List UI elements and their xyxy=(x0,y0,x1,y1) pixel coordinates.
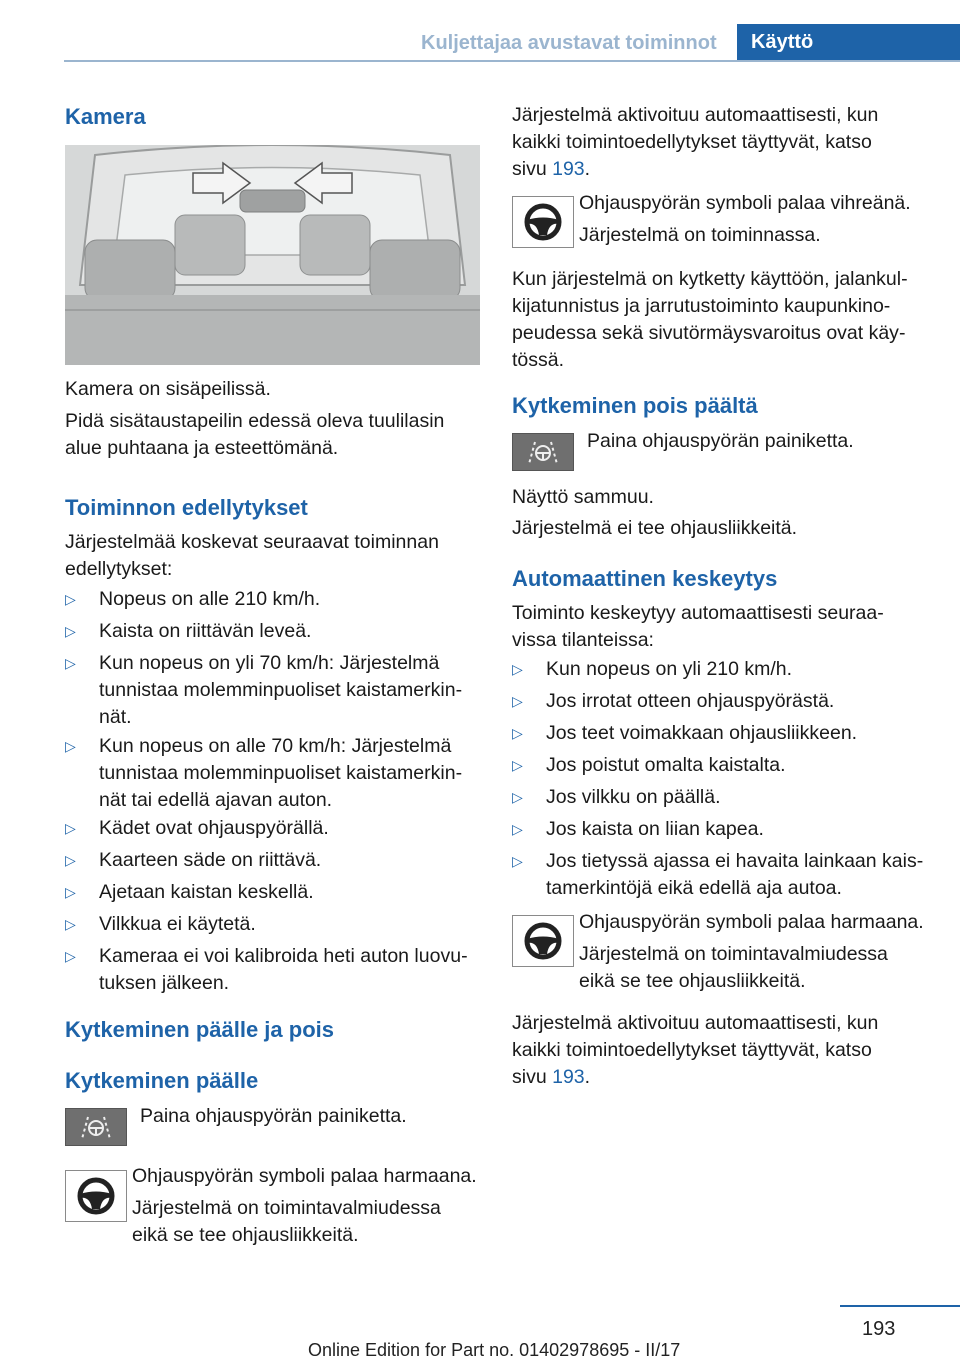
active-text: Kun järjestelmä on kytketty käyttöön, jalankulkijatunnistus ja jarrutustoiminto kaupunkinopeudessa sekä sivutörmäysvaroitus ovat käytössä. xyxy=(512,268,908,371)
auto-activate-text: Järjestelmä aktivoituu automaattisesti, kun kaikki toimintoedellytykset täyttyvät, katso sivu 193. xyxy=(512,104,879,180)
grey-symbol-status: Järjestelmä on toimintavalmiudessa eikä se tee ohjausliikkeitä. xyxy=(579,943,888,992)
off-text-1: Näyttö sammuu. xyxy=(512,486,654,508)
on-press-text: Paina ohjauspyörän painiketta. xyxy=(140,1105,407,1127)
off-text-2: Järjestelmä ei tee ohjausliikkeitä. xyxy=(512,517,798,539)
green-symbol-status: Järjestelmä on toiminnassa. xyxy=(579,224,821,246)
camera-heading: Kamera xyxy=(65,104,146,129)
camera-text: Pidä sisätaustapeilin edessä oleva tuulilasin alue puhtaana ja esteettömänä. xyxy=(65,410,445,459)
bullet-triangle-icon: ▷ xyxy=(512,757,523,773)
bullet-triangle-icon: ▷ xyxy=(65,738,76,754)
edition-text: Online Edition for Part no. 01402978695 - II/17 xyxy=(308,1340,681,1360)
bullet-triangle-icon: ▷ xyxy=(65,820,76,836)
bullet-triangle-icon: ▷ xyxy=(512,789,523,805)
bullet-triangle-icon: ▷ xyxy=(65,655,76,671)
bullet-triangle-icon: ▷ xyxy=(65,948,76,964)
camera-illustration xyxy=(65,145,480,365)
bullet-triangle-icon: ▷ xyxy=(65,852,76,868)
interrupt-heading: Automaattinen keskeytys xyxy=(512,566,778,591)
bullet-triangle-icon: ▷ xyxy=(512,725,523,741)
lane-assist-button-icon xyxy=(65,1108,127,1146)
bullet-triangle-icon: ▷ xyxy=(65,916,76,932)
lane-assist-button-icon xyxy=(512,433,574,471)
interrupt-intro: Toiminto keskeytyy automaattisesti seuraavissa tilanteissa: xyxy=(512,602,884,651)
page-link[interactable]: 193 xyxy=(552,158,585,180)
off-heading: Kytkeminen pois päältä xyxy=(512,393,758,418)
prereq-heading: Toiminnon edellytykset xyxy=(65,495,308,520)
steering-wheel-icon xyxy=(512,915,574,967)
camera-caption: Kamera on sisäpeilissä. xyxy=(65,378,271,400)
on-symbol-status: Järjestelmä on toimintavalmiudessa eikä se tee ohjausliikkeitä. xyxy=(132,1197,441,1246)
header-chapter-tab: Käyttö xyxy=(737,24,960,62)
green-symbol-text: Ohjauspyörän symboli palaa vihreänä. xyxy=(579,192,911,214)
bullet-triangle-icon: ▷ xyxy=(65,884,76,900)
prereq-intro: Järjestelmää koskevat seuraavat toiminnan edellytykset: xyxy=(65,531,439,580)
off-press-text: Paina ohjauspyörän painiketta. xyxy=(587,430,854,452)
header-section-title: Kuljettajaa avustavat toiminnot xyxy=(421,32,717,54)
bullet-triangle-icon: ▷ xyxy=(512,853,523,869)
bullet-triangle-icon: ▷ xyxy=(512,661,523,677)
page-link[interactable]: 193 xyxy=(552,1066,585,1088)
on-heading: Kytkeminen päälle xyxy=(65,1068,259,1093)
bullet-triangle-icon: ▷ xyxy=(512,821,523,837)
page-number: 193 xyxy=(862,1318,896,1340)
grey-symbol-text: Ohjauspyörän symboli palaa harmaana. xyxy=(579,911,924,933)
bullet-triangle-icon: ▷ xyxy=(65,623,76,639)
steering-wheel-icon xyxy=(65,1170,127,1222)
onoff-heading: Kytkeminen päälle ja pois xyxy=(65,1017,334,1042)
auto-activate-text-2: Järjestelmä aktivoituu automaattisesti, kun kaikki toimintoedellytykset täyttyvät, katso sivu 193. xyxy=(512,1012,879,1088)
header-rule xyxy=(64,60,960,62)
bullet-triangle-icon: ▷ xyxy=(65,591,76,607)
steering-wheel-icon xyxy=(512,196,574,248)
footer-rule xyxy=(840,1305,960,1307)
on-symbol-text: Ohjauspyörän symboli palaa harmaana. xyxy=(132,1165,477,1187)
bullet-triangle-icon: ▷ xyxy=(512,693,523,709)
